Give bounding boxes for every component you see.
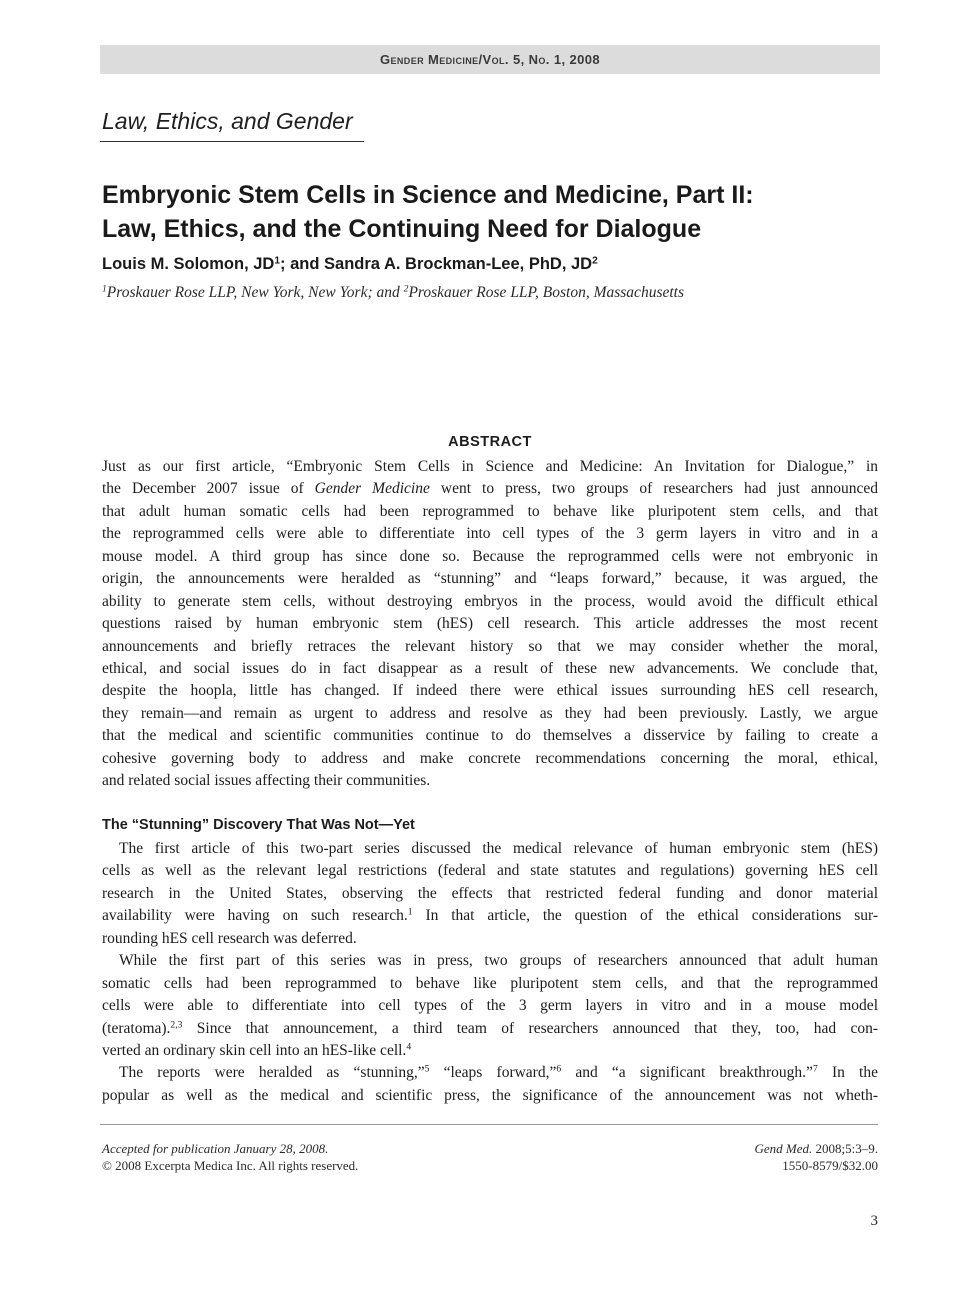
citation-ref: 6	[556, 1064, 562, 1076]
issn-price: 1550-8579/$32.00	[782, 1158, 878, 1173]
abstract-heading: ABSTRACT	[448, 434, 532, 450]
body-line: rounding hES cell research was deferred.	[102, 929, 357, 947]
body-line: The reports were heralded as “stunning,”$^5$ “leaps forward,”$^6$ and “a significant breakthrough.”$^7$ In the	[119, 1064, 878, 1082]
abstract-line: that adult human somatic cells had been reprogrammed to behave like pluripotent stem cells, and that	[102, 502, 878, 520]
abstract-line: the December 2007 issue of Gender Medicine went to press, two groups of researchers had just announced	[102, 480, 879, 498]
affiliation-2-mark: 2	[403, 283, 409, 295]
body-line: popular as well as the medical and scientific press, the significance of the announcement was not wheth-	[102, 1086, 878, 1104]
section-subheading: The “Stunning” Discovery That Was Not—Yet	[102, 817, 415, 833]
abstract-line: ethical, and social issues do in fact disappear as a result of these new advancements. We conclude that,	[102, 659, 878, 677]
abstract-line: despite the hoopla, little has changed. If indeed there were ethical issues surrounding hES cell research,	[102, 682, 878, 700]
citation-ref: 1	[407, 907, 413, 919]
affiliation-2: Proskauer Rose LLP, Boston, Massachusetts	[408, 284, 684, 301]
abstract-line: that the medical and scientific communities continue to do themselves a disservice by failing to create a	[102, 727, 878, 745]
journal-name: Gender Medicine	[314, 480, 430, 498]
body-line: research in the United States, observing the effects that restricted federal funding and donor material	[102, 884, 878, 902]
abstract-line: cohesive governing body to address and make concrete recommendations concerning the moral, ethical,	[102, 749, 878, 767]
abstract-body	[102, 456, 878, 793]
abstract-line: questions raised by human embryonic stem (hES) cell research. This article addresses the most recent	[102, 615, 878, 633]
title-line-1: Embryonic Stem Cells in Science and Medicine, Part II:	[102, 181, 754, 209]
author-1-affiliation-mark: 1	[274, 255, 281, 267]
citation: Gend Med. 2008;5:3–9.	[754, 1141, 878, 1156]
page-number: 3	[870, 1213, 878, 1229]
body-line: availability were having on such research.$^1$ In that article, the question of the ethical considerations sur-	[102, 907, 878, 925]
body-line: somatic cells had been reprogrammed to behave like pluripotent stem cells, and that the reprogrammed	[102, 974, 878, 992]
footer-divider	[100, 1124, 878, 1125]
accepted-date: Accepted for publication January 28, 2008.	[102, 1141, 329, 1156]
abstract-line: they remain—and remain as urgent to address and resolve as they had been previously. Lastly, we argue	[102, 704, 878, 722]
title-line-2: Law, Ethics, and the Continuing Need for Dialogue	[102, 215, 702, 243]
citation-ref: 4	[406, 1041, 412, 1053]
abstract-line: Just as our first article, “Embryonic Stem Cells in Science and Medicine: An Invitation for Dialogue,” in	[102, 458, 878, 475]
citation-ref: 5	[424, 1064, 430, 1076]
citation-ref: 7	[812, 1064, 818, 1076]
abstract-line: the reprogrammed cells were able to differentiate into cell types of the 3 germ layers in vitro and in a	[102, 525, 878, 543]
author-list	[102, 255, 598, 274]
abstract-line: mouse model. A third group has since done so. Because the reprogrammed cells were not embryonic in	[102, 547, 878, 565]
affiliations	[102, 284, 684, 302]
author-2: Sandra A. Brockman-Lee, PhD, JD	[324, 255, 593, 273]
body-line: (teratoma).$^{2,3}$ Since that announcement, a third team of researchers announced that they, too, had con-	[102, 1019, 878, 1037]
section-underline	[100, 141, 364, 142]
author-1: Louis M. Solomon, JD	[102, 255, 275, 273]
affiliation-1: Proskauer Rose LLP, New York, New York; and	[106, 284, 404, 301]
author-joiner: ; and	[280, 255, 325, 273]
body-line: cells as well as the relevant legal restrictions (federal and state statutes and regulations) governing hES cell	[102, 862, 878, 880]
citation-ref: 2,3	[170, 1019, 183, 1031]
copyright: © 2008 Excerpta Medica Inc. All rights reserved.	[102, 1158, 359, 1173]
section-label: Law, Ethics, and Gender	[102, 108, 353, 134]
body-line: verted an ordinary skin cell into an hES-like cell.$^4$	[102, 1041, 412, 1059]
affiliation-1-mark: 1	[102, 283, 107, 295]
body-text	[102, 838, 878, 1107]
abstract-line: and related social issues affecting their communities.	[102, 772, 431, 790]
journal-header: Gender Medicine/Vol. 5, No. 1, 2008	[100, 45, 880, 74]
article-title	[102, 178, 882, 246]
body-line: While the first part of this series was in press, two groups of researchers announced that adult human	[119, 952, 878, 970]
body-line: cells were able to differentiate into cell types of the 3 germ layers in vitro and in a mouse model	[102, 997, 878, 1015]
abstract-line: ability to generate stem cells, without destroying embryos in the process, would avoid the difficult ethical	[102, 592, 878, 610]
footer-left	[102, 1140, 358, 1174]
body-line: The first article of this two-part series discussed the medical relevance of human embryonic stem (hES)	[119, 840, 878, 857]
author-2-affiliation-mark: 2	[592, 255, 598, 267]
abstract-line: origin, the announcements were heralded as “stunning” and “leaps forward,” because, it was argued, the	[102, 570, 878, 588]
footer-right	[755, 1140, 879, 1174]
abstract-line: announcements and briefly retraces the relevant history so that we may consider whether the moral,	[102, 637, 878, 655]
